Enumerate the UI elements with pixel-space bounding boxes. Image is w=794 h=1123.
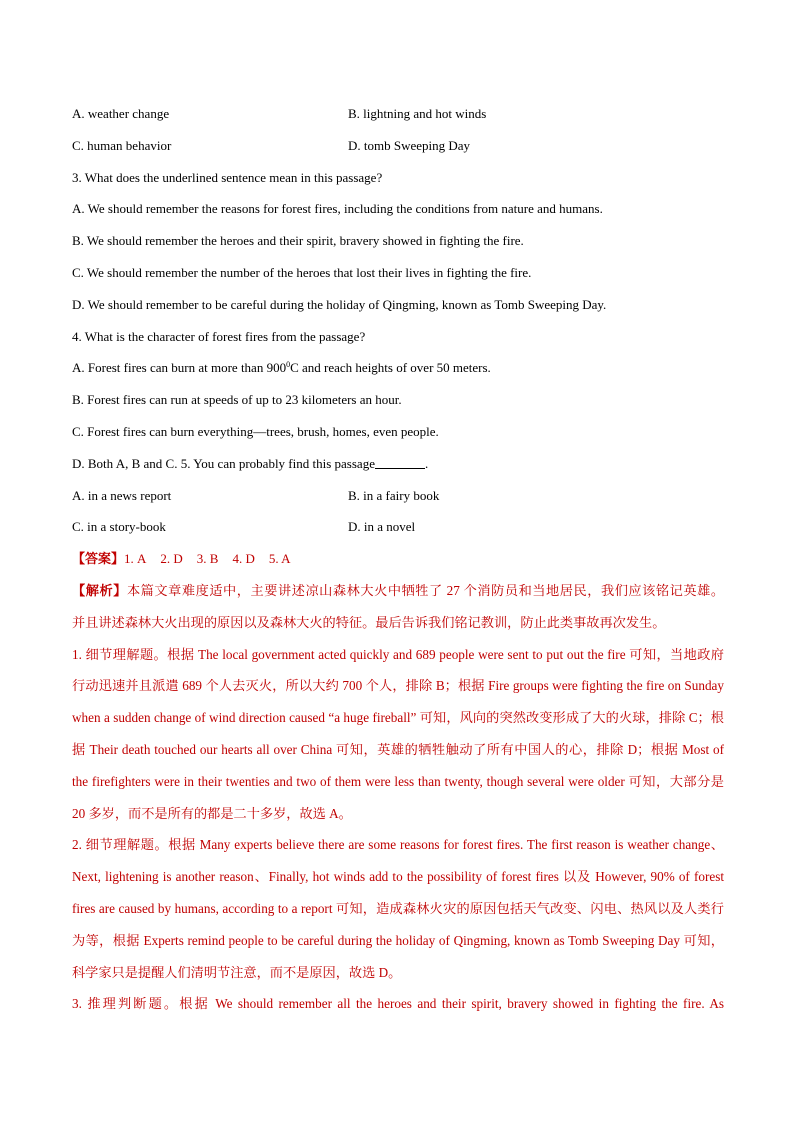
analysis-tag: 【解析】 xyxy=(72,582,127,598)
q2-option-a[interactable]: A. weather change xyxy=(72,106,170,121)
q4-option-c[interactable]: C. Forest fires can burn everything—trees, brush, homes, even people. xyxy=(72,423,439,439)
q4-option-a[interactable] xyxy=(72,352,724,384)
answer-item: 4. D xyxy=(232,551,255,567)
analysis-intro-text-1: 本篇文章难度适中，主要讲述凉山森林大火中牺牲了 27 个消防员和当地居民，我们应该铭记英雄。 xyxy=(126,582,725,598)
answer-tag: 【答案】 xyxy=(72,551,125,567)
q5-option-d[interactable]: D. in a novel xyxy=(348,519,416,535)
q5-option-a[interactable]: A. in a news report xyxy=(72,487,172,503)
analysis-intro-line-2: 并且讲述森林大火出现的原因以及森林大火的特征。最后告诉我们铭记教训，防止此类事故再次发生。 xyxy=(72,614,666,630)
q3-stem: 3. What does the underlined sentence mean in this passage? xyxy=(72,169,383,185)
answer-item: 1. A xyxy=(124,551,147,567)
q5-options-row-1 xyxy=(72,480,724,512)
analysis-intro-line-1 xyxy=(72,575,724,607)
answer-item: 3. B xyxy=(196,551,219,567)
answer-item: 2. D xyxy=(160,551,183,567)
q2-options-row-1 xyxy=(72,98,724,130)
answer-key xyxy=(72,543,724,575)
q4-option-a-text-end: C and reach heights of over 50 meters. xyxy=(290,360,491,376)
q3-option-d[interactable]: D. We should remember to be careful during the holiday of Qingming, known as Tomb Sweeping Day. xyxy=(72,296,607,312)
analysis-point-1: 1. 细节理解题。根据 The local government acted quickly and 689 people were sent to put out the fire 可知，当地政府行动迅速并且派遣 689 个人去灭火，所以大约 700 个人，排除 B；根据 Fire groups were fighting the fire on Sunday when a sudden change of wind direction caused “a huge fireball” 可知，风向的突然改变形成了大的火球，排除 C；根据 Their death touched our hearts all over China 可知，英雄的牺牲触动了所有中国人的心，排除 D；根据 Most of the firefighters were in their twenties and two of them were less than twenty, though several were older 可知，大部分是 20 多岁，而不是所有的都是二十多岁，故选 A。 xyxy=(72,646,724,821)
q5-options-row-2 xyxy=(72,511,724,543)
q2-option-c[interactable]: C. human behavior xyxy=(72,137,172,153)
analysis-point-2: 2. 细节理解题。根据 Many experts believe there are some reasons for forest fires. The first reason is weather change、Next, lightening is another reason、Finally, hot winds add to the possibility of forest fires 以及 However, 90% of forest fires are caused by humans, according to a report 可知，造成森林火灾的原因包括天气改变、闪电、热风以及人类行为等，根据 Experts remind people to be careful during the holiday of Qingming, known as Tomb Sweeping Day 可知，科学家只是提醒人们清明节注意，而不是原因，故选 D。 xyxy=(72,837,724,980)
document-page xyxy=(72,98,724,1020)
answer-item: 5. A xyxy=(268,551,291,567)
q3-option-b[interactable]: B. We should remember the heroes and their spirit, bravery showed in fighting the fire. xyxy=(72,233,524,249)
q4-option-a-text: A. Forest fires can burn at more than 900 xyxy=(72,360,287,376)
q4-option-b[interactable]: B. Forest fires can run at speeds of up to 23 kilometers an hour. xyxy=(72,392,402,408)
q5-option-b[interactable]: B. in a fairy book xyxy=(348,487,440,503)
q5-option-c[interactable]: C. in a story-book xyxy=(72,519,166,535)
q3-option-c[interactable]: C. We should remember the number of the heroes that lost their lives in fighting the fire. xyxy=(72,264,532,280)
analysis-point-3: 3. 推理判断题。根据 We should remember all the heroes and their spirit, bravery showed in fighting the fire. As xyxy=(72,996,724,1012)
q4-option-d-and-q5-stem[interactable] xyxy=(72,448,724,480)
q2-option-b[interactable]: B. lightning and hot winds xyxy=(348,106,487,121)
q4-option-d-text: D. Both A, B and C. 5. You can probably find this passage xyxy=(72,455,375,471)
q5-stem-end: . xyxy=(424,455,429,471)
q2-option-d[interactable]: D. tomb Sweeping Day xyxy=(348,137,471,153)
answer-blank[interactable] xyxy=(375,457,425,469)
q3-option-a[interactable]: A. We should remember the reasons for forest fires, including the conditions from nature and humans. xyxy=(72,201,603,217)
q4-stem: 4. What is the character of forest fires from the passage? xyxy=(72,328,366,344)
analysis-section xyxy=(72,575,724,1020)
q4-option-a-superscript: 0 xyxy=(286,360,291,370)
q2-options-row-2 xyxy=(72,130,724,162)
